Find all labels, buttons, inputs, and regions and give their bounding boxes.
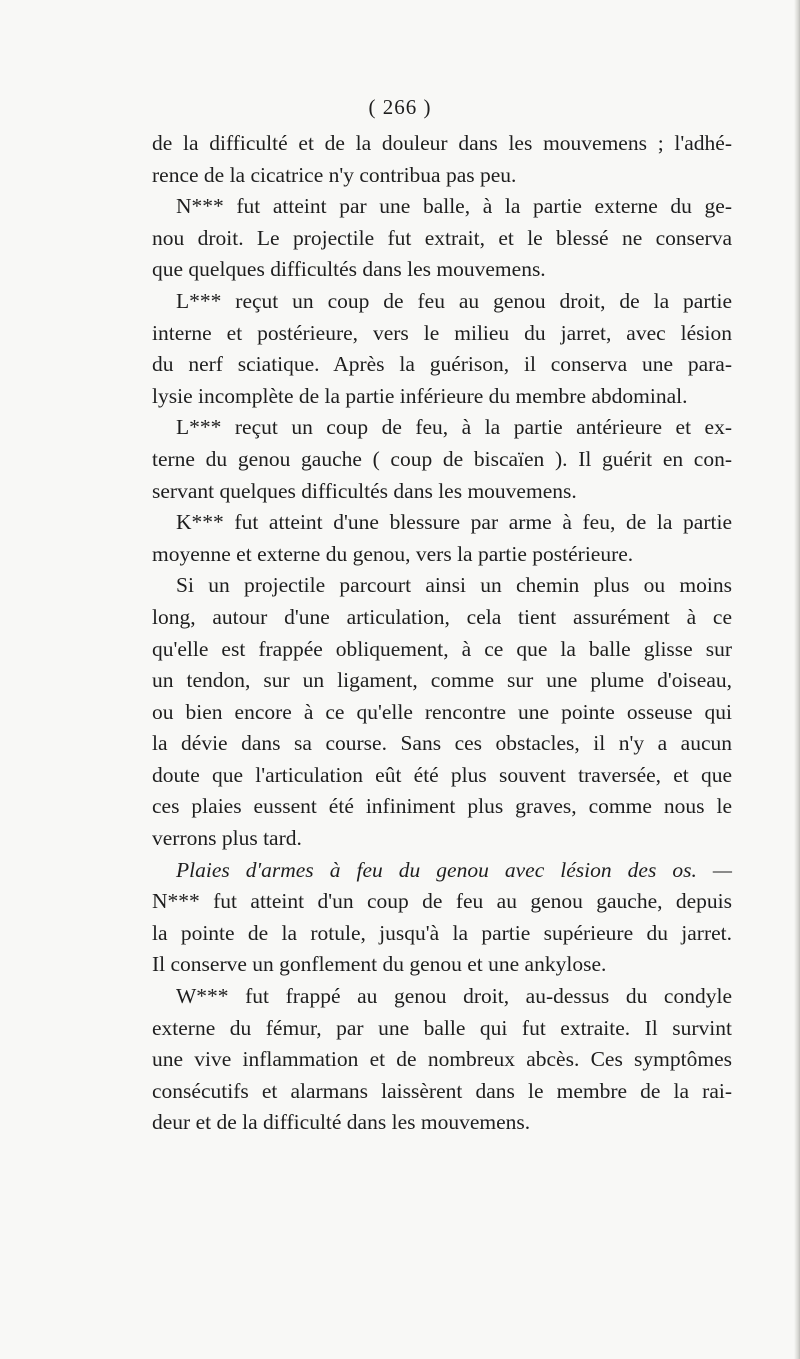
- text-line: Si un projectile parcourt ainsi un chemin plus ou moins: [176, 573, 732, 598]
- text-line: une vive inflammation et de nombreux abcès. Ces symptômes: [152, 1047, 732, 1072]
- section-heading-line: Plaies d'armes à feu du genou avec lésion des os. —: [176, 857, 732, 882]
- text-line: N*** fut atteint par une balle, à la partie externe du ge-: [176, 194, 732, 219]
- text-line: un tendon, sur un ligament, comme sur une plume d'oiseau,: [152, 668, 732, 693]
- text-line: ces plaies eussent été infiniment plus graves, comme nous le: [152, 794, 732, 819]
- scan-edge: [794, 0, 800, 1359]
- text-line: W*** fut frappé au genou droit, au-dessus du condyle: [176, 984, 732, 1009]
- text-line: K*** fut atteint d'une blessure par arme à feu, de la partie: [176, 510, 732, 535]
- text-line: terne du genou gauche ( coup de biscaïen ). Il guérit en con-: [152, 446, 732, 471]
- text-line: verrons plus tard.: [152, 826, 302, 851]
- text-line: la dévie dans sa course. Sans ces obstacles, il n'y a aucun: [152, 731, 732, 756]
- text-line: L*** reçut un coup de feu au genou droit, de la partie: [176, 288, 732, 313]
- text-line: Il conserve un gonflement du genou et une ankylose.: [152, 952, 607, 977]
- text-line: L*** reçut un coup de feu, à la partie antérieure et ex-: [176, 415, 732, 440]
- text-line: nou droit. Le projectile fut extrait, et le blessé ne conserva: [152, 225, 732, 250]
- text-line: qu'elle est frappée obliquement, à ce que la balle glisse sur: [152, 636, 732, 661]
- text-line: ou bien encore à ce qu'elle rencontre une pointe osseuse qui: [152, 699, 732, 724]
- text-line: que quelques difficultés dans les mouvemens.: [152, 257, 546, 282]
- text-line: interne et postérieure, vers le milieu du jarret, avec lésion: [152, 320, 732, 345]
- body-text: [152, 128, 732, 1139]
- page-number: ( 266 ): [368, 95, 432, 119]
- text-line: long, autour d'une articulation, cela tient assurément à ce: [152, 604, 732, 629]
- text-line: deur et de la difficulté dans les mouvemens.: [152, 1110, 531, 1135]
- text-line: la pointe de la rotule, jusqu'à la partie supérieure du jarret.: [152, 920, 732, 945]
- text-line: externe du fémur, par une balle qui fut extraite. Il survint: [152, 1015, 732, 1040]
- text-line: moyenne et externe du genou, vers la partie postérieure.: [152, 541, 634, 566]
- text-line: de la difficulté et de la douleur dans les mouvemens ; l'adhé-: [152, 131, 732, 155]
- text-line: lysie incomplète de la partie inférieure du membre abdominal.: [152, 383, 688, 408]
- text-line: du nerf sciatique. Après la guérison, il conserva une para-: [152, 352, 732, 377]
- text-line: N*** fut atteint d'un coup de feu au genou gauche, depuis: [152, 889, 732, 914]
- text-line: doute que l'articulation eût été plus souvent traversée, et que: [152, 762, 732, 787]
- text-line: consécutifs et alarmans laissèrent dans le membre de la rai-: [152, 1078, 732, 1103]
- text-line: rence de la cicatrice n'y contribua pas peu.: [152, 162, 517, 187]
- text-line: servant quelques difficultés dans les mouvemens.: [152, 478, 577, 503]
